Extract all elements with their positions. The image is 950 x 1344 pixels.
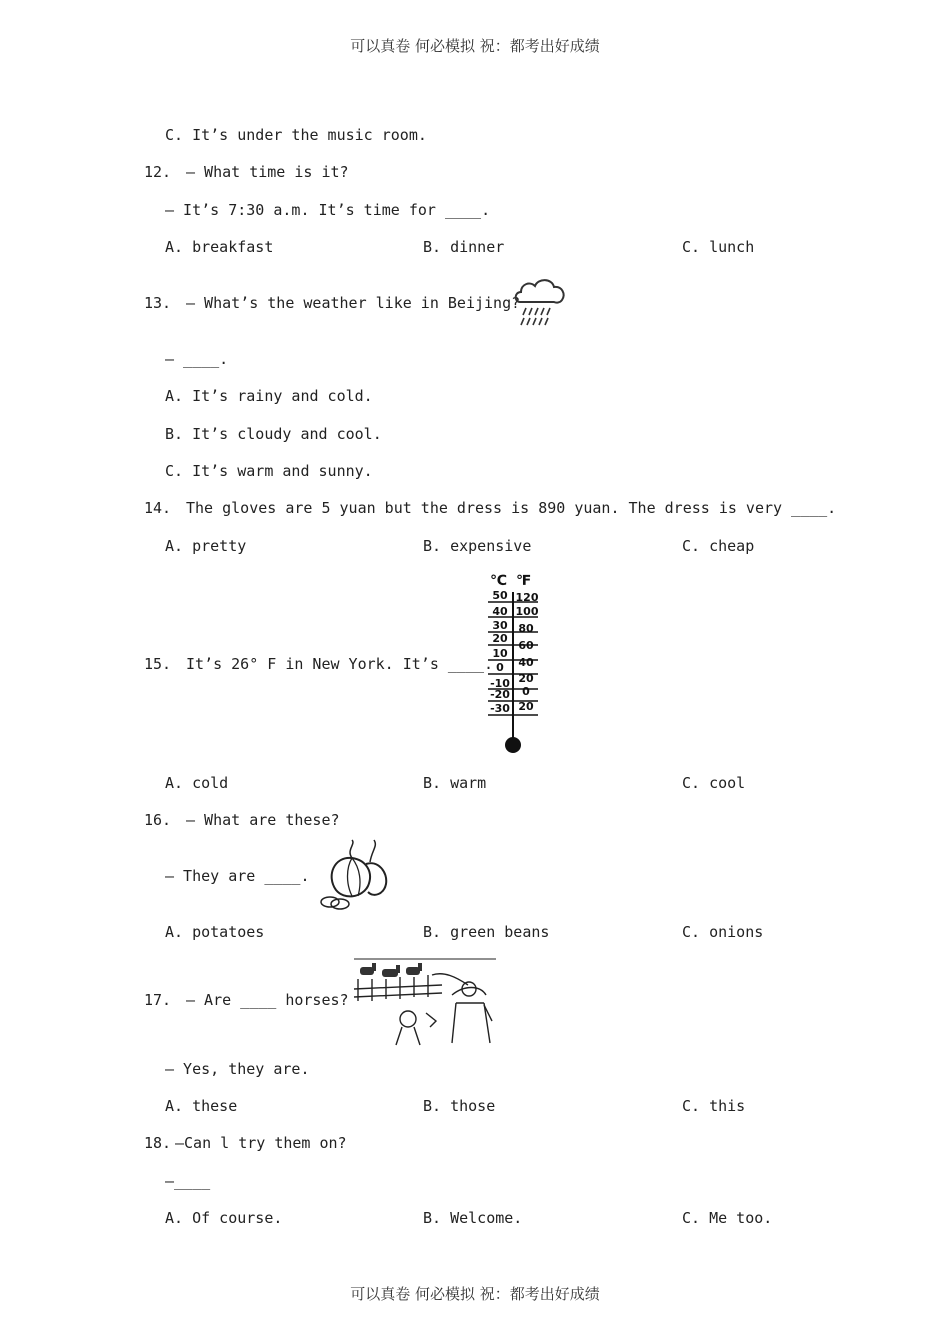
fahrenheit-tick: 100 xyxy=(515,605,539,618)
q17-answer: — Yes, they are. xyxy=(165,1060,310,1078)
q13-option-a: A. It’s rainy and cold. xyxy=(165,387,373,405)
q16-option-a: A. potatoes xyxy=(165,923,265,941)
fahrenheit-tick: 20 xyxy=(518,672,534,685)
fahrenheit-unit-label: ℉ xyxy=(516,573,532,589)
fahrenheit-tick: 20 xyxy=(518,700,534,713)
q15-question: It’s 26° F in New York. It’s ____. xyxy=(186,655,494,673)
q12-answer: — It’s 7:30 a.m. It’s time for ____. xyxy=(165,201,491,219)
fahrenheit-tick: 80 xyxy=(518,622,534,635)
q14-option-a: A. pretty xyxy=(165,537,247,555)
q13-option-c: C. It’s warm and sunny. xyxy=(165,462,373,480)
q17-number: 17. xyxy=(144,991,172,1009)
q18-option-a: A. Of course. xyxy=(165,1209,283,1227)
q13-answer: — ____. xyxy=(165,350,229,368)
q13-option-b: B. It’s cloudy and cool. xyxy=(165,425,382,443)
rain-cloud-icon xyxy=(512,274,568,330)
q13-question: — What’s the weather like in Beijing? xyxy=(186,294,521,312)
celsius-tick: 40 xyxy=(492,605,508,618)
celsius-tick: 20 xyxy=(492,632,508,645)
q18-option-b: B. Welcome. xyxy=(423,1209,523,1227)
fahrenheit-tick: 120 xyxy=(515,591,539,604)
q12-number: 12. xyxy=(144,163,172,181)
q12-option-a: A. breakfast xyxy=(165,238,274,256)
q11-option-c: C. It’s under the music room. xyxy=(165,126,427,144)
fahrenheit-tick: 40 xyxy=(518,656,534,669)
celsius-tick: 0 xyxy=(496,661,504,674)
q17-option-c: C. this xyxy=(682,1097,746,1115)
q15-option-a: A. cold xyxy=(165,774,229,792)
q18-answer: —____ xyxy=(165,1172,211,1190)
q12-question: — What time is it? xyxy=(186,163,349,181)
onions-image xyxy=(316,838,392,914)
q16-number: 16. xyxy=(144,811,172,829)
celsius-tick: -10 xyxy=(490,677,510,690)
q17-option-b: B. those xyxy=(423,1097,496,1115)
q16-question: — What are these? xyxy=(186,811,340,829)
celsius-tick: 30 xyxy=(492,619,508,632)
q17-question: — Are ____ horses? xyxy=(186,991,349,1009)
q17-option-a: A. these xyxy=(165,1097,238,1115)
celsius-unit-label: ℃ xyxy=(490,573,507,589)
q15-number: 15. xyxy=(144,655,172,673)
celsius-tick: 10 xyxy=(492,647,508,660)
fahrenheit-tick: 60 xyxy=(518,639,534,652)
q16-answer: — They are ____. xyxy=(165,867,310,885)
q13-number: 13. xyxy=(144,294,172,312)
q14-option-c: C. cheap xyxy=(682,537,755,555)
q16-option-c: C. onions xyxy=(682,923,764,941)
page-footer: 可以真卷 何必模拟 祝：都考出好成绩 xyxy=(350,1285,600,1303)
q16-option-b: B. green beans xyxy=(423,923,550,941)
celsius-tick: -30 xyxy=(490,702,510,715)
q15-option-c: C. cool xyxy=(682,774,746,792)
q14-question: The gloves are 5 yuan but the dress is 890 yuan. The dress is very ____. xyxy=(186,499,837,517)
horses-farm-image xyxy=(352,955,498,1047)
q18-question: —Can l try them on? xyxy=(175,1134,347,1152)
celsius-tick: -20 xyxy=(490,688,510,701)
fahrenheit-tick: 0 xyxy=(522,685,530,698)
q15-option-b: B. warm xyxy=(423,774,487,792)
q18-number: 18. xyxy=(144,1134,172,1152)
thermometer-image xyxy=(478,570,548,756)
q12-option-c: C. lunch xyxy=(682,238,755,256)
q14-option-b: B. expensive xyxy=(423,537,532,555)
page-header: 可以真卷 何必模拟 祝：都考出好成绩 xyxy=(350,37,600,55)
q18-option-c: C. Me too. xyxy=(682,1209,773,1227)
celsius-tick: 50 xyxy=(492,589,508,602)
q12-option-b: B. dinner xyxy=(423,238,505,256)
q14-number: 14. xyxy=(144,499,172,517)
